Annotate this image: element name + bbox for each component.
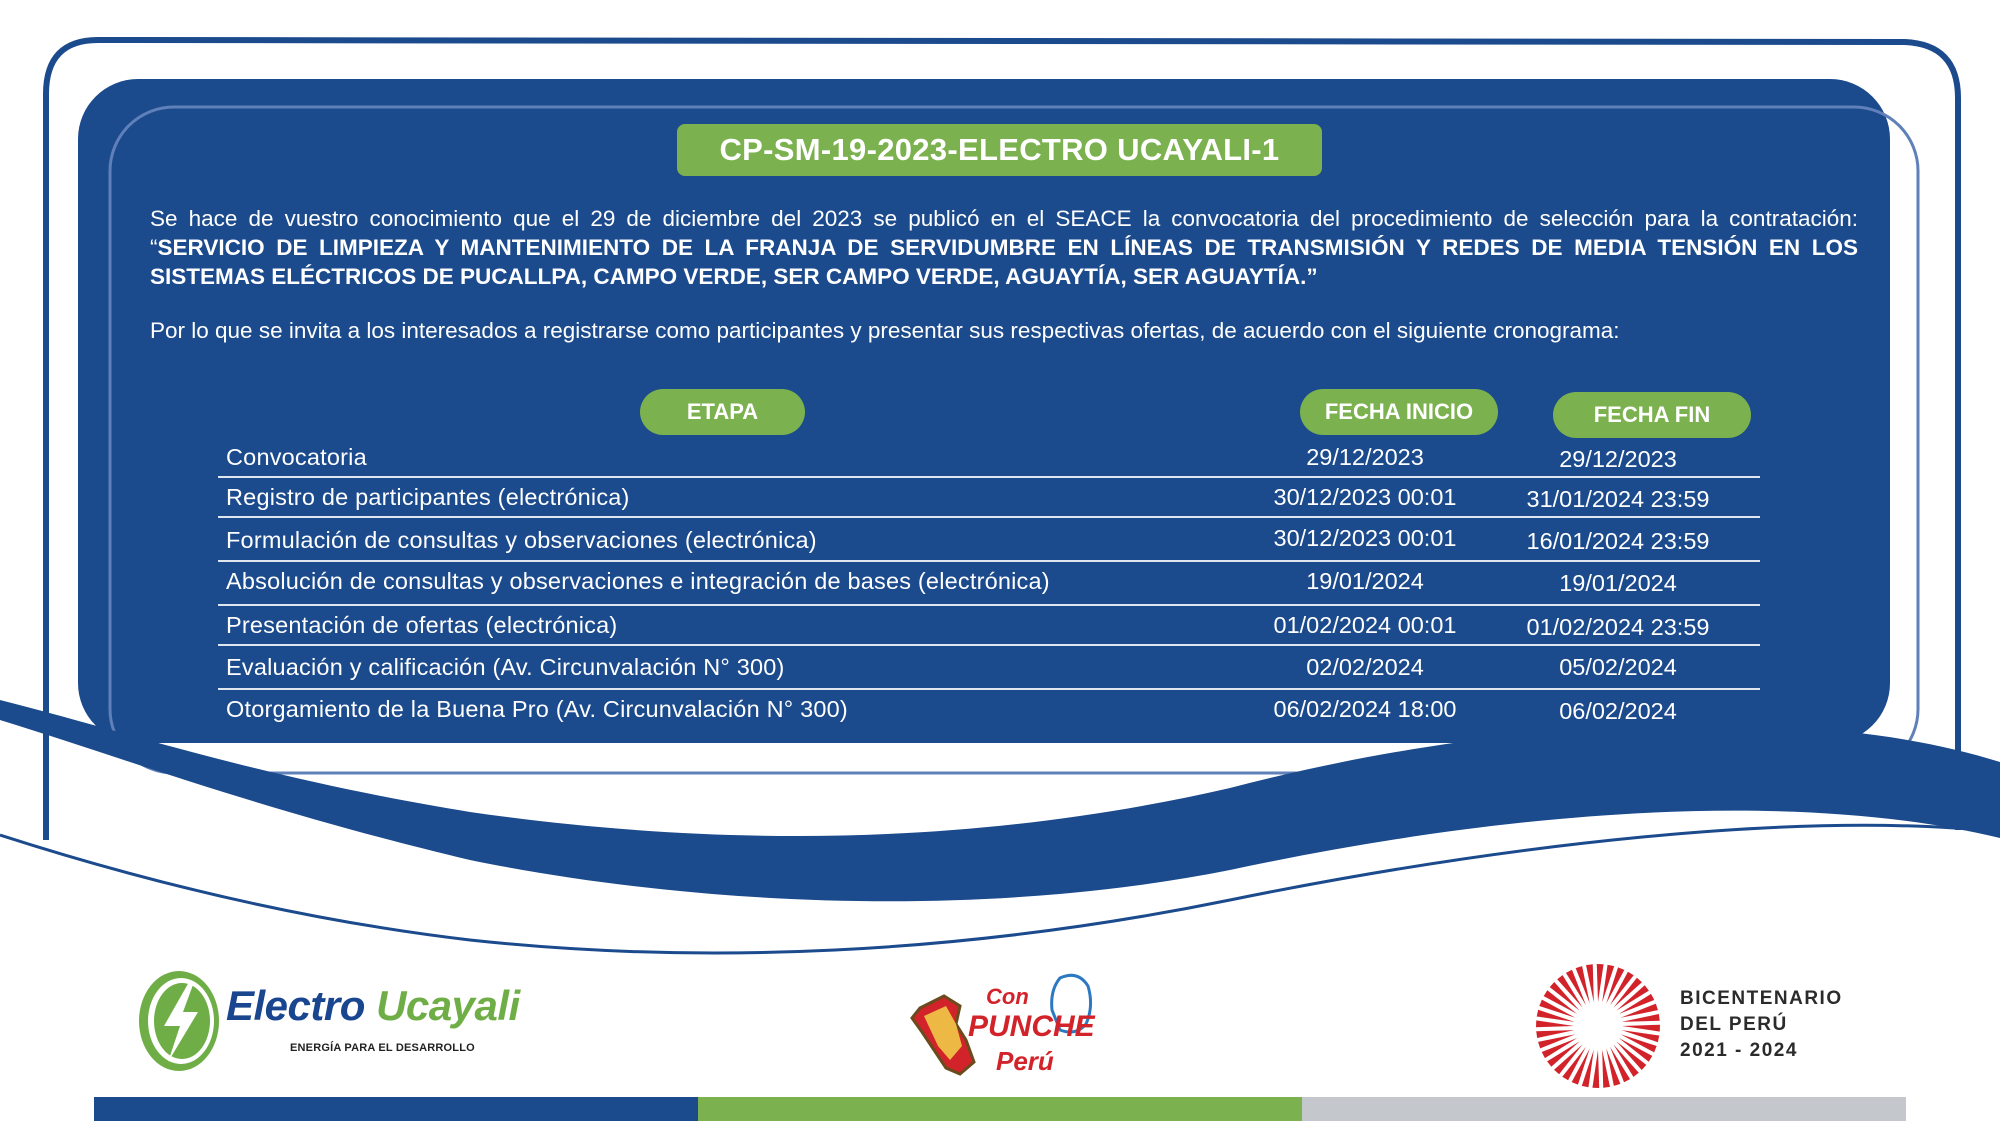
cell-etapa: Presentación de ofertas (electrónica)	[226, 612, 618, 638]
bicentenario-line-1: BICENTENARIO	[1680, 988, 1843, 1009]
cell-fecha-inicio: 29/12/2023	[1306, 444, 1424, 470]
table-row	[218, 518, 1760, 562]
lightning-bolt-icon	[134, 968, 224, 1074]
logo-text-punche: PUNCHE	[968, 1010, 1095, 1043]
cell-fecha-fin: 05/02/2024	[1559, 654, 1677, 680]
bicentenario-line-3: 2021 - 2024	[1680, 1040, 1798, 1061]
cell-etapa: Formulación de consultas y observaciones (electrónica)	[226, 527, 817, 553]
cell-fecha-inicio: 19/01/2024	[1306, 568, 1424, 594]
cell-etapa: Otorgamiento de la Buena Pro (Av. Circunvalación N° 300)	[226, 696, 848, 722]
procedure-code: CP-SM-19-2023-ELECTRO UCAYALI-1	[677, 124, 1322, 176]
electro-ucayali-tagline: ENERGÍA PARA EL DESARROLLO	[290, 1042, 475, 1054]
con-punche-peru-logo	[900, 966, 1110, 1092]
logo-word-electro: Electro	[226, 982, 365, 1029]
cell-fecha-inicio: 30/12/2023 00:01	[1273, 484, 1457, 510]
header-etapa: ETAPA	[640, 389, 805, 435]
cell-fecha-fin: 01/02/2024 23:59	[1526, 614, 1710, 640]
table-row	[218, 438, 1760, 476]
schedule-table	[218, 438, 1760, 728]
table-row	[218, 476, 1760, 518]
cell-fecha-fin: 31/01/2024 23:59	[1526, 486, 1710, 512]
header-fecha-fin: FECHA FIN	[1553, 392, 1751, 438]
intro-text: Se hace de vuestro conocimiento que el 29 de diciembre del 2023 se publicó en el SEACE la convocatoria del procedimiento de selección para la contratación: “	[150, 206, 1858, 260]
table-row	[218, 606, 1760, 646]
footer-bar-gray	[1302, 1097, 1906, 1121]
cell-etapa: Registro de participantes (electrónica)	[226, 484, 630, 510]
cell-etapa: Convocatoria	[226, 444, 367, 470]
bicentenario-seal-icon	[1528, 956, 1668, 1096]
cell-fecha-fin: 16/01/2024 23:59	[1526, 528, 1710, 554]
footer-bar-blue	[94, 1097, 698, 1121]
table-row	[218, 690, 1760, 728]
cell-fecha-inicio: 02/02/2024	[1306, 654, 1424, 680]
logo-text-peru: Perú	[996, 1046, 1054, 1076]
cell-fecha-inicio: 30/12/2023 00:01	[1273, 525, 1457, 551]
bicentenario-text	[1680, 986, 1843, 1064]
cell-fecha-inicio: 06/02/2024 18:00	[1273, 696, 1457, 722]
footer-bar-green	[698, 1097, 1302, 1121]
table-row	[218, 646, 1760, 690]
header-fecha-inicio: FECHA INICIO	[1300, 389, 1498, 435]
intro-paragraph	[150, 204, 1858, 291]
cell-etapa: Absolución de consultas y observaciones e integración de bases (electrónica)	[226, 568, 1050, 594]
invitation-paragraph: Por lo que se invita a los interesados a registrarse como participantes y presentar sus respectivas ofertas, de acuerdo con el siguiente cronograma:	[150, 318, 1620, 343]
table-row	[218, 562, 1760, 606]
cell-fecha-fin: 06/02/2024	[1559, 698, 1677, 724]
electro-ucayali-logo	[226, 982, 520, 1030]
logo-word-ucayali: Ucayali	[376, 982, 520, 1029]
cell-fecha-fin: 19/01/2024	[1559, 570, 1677, 596]
bicentenario-line-2: DEL PERÚ	[1680, 1014, 1788, 1035]
service-title: SERVICIO DE LIMPIEZA Y MANTENIMIENTO DE LA FRANJA DE SERVIDUMBRE EN LÍNEAS DE TRANSMISIÓN Y REDES DE MEDIA TENSIÓN EN LOS SISTEMAS ELÉCTRICOS DE PUCALLPA, CAMPO VERDE, SER CAMPO VERDE, AGUAYTÍA, SER AGUAYTÍA.”	[150, 235, 1858, 289]
cell-etapa: Evaluación y calificación (Av. Circunvalación N° 300)	[226, 654, 785, 680]
logo-text-con: Con	[986, 984, 1029, 1009]
cell-fecha-inicio: 01/02/2024 00:01	[1273, 612, 1457, 638]
cell-fecha-fin: 29/12/2023	[1559, 446, 1677, 472]
